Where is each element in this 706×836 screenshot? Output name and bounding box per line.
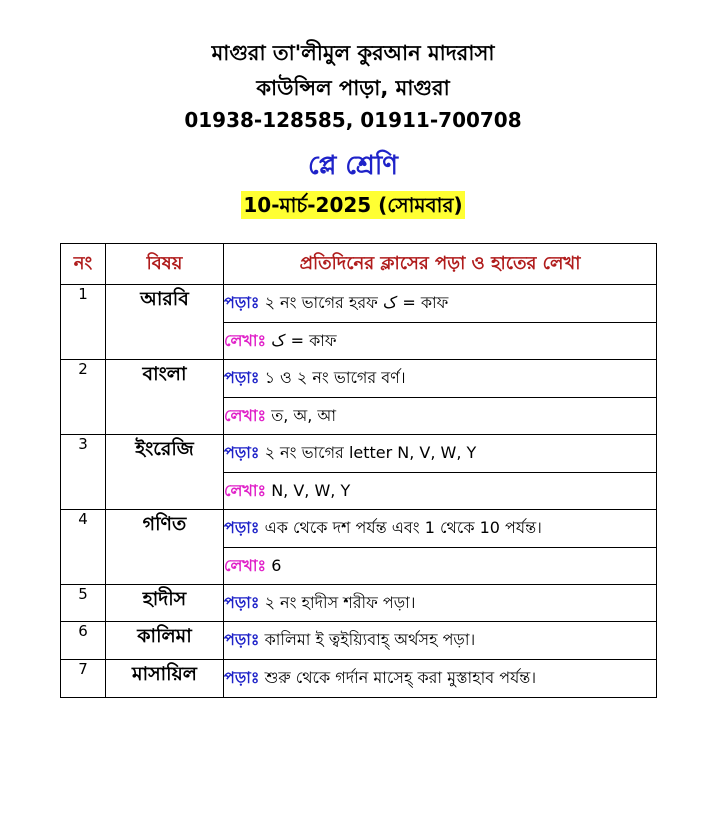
header-subject: বিষয় [106, 244, 224, 285]
read-text: ১ ও ২ নং ভাগের বর্ণ। [264, 368, 406, 387]
date-label: 10-মার্চ-2025 (সোমবার) [243, 193, 463, 217]
subject-name: হাদীস [106, 585, 224, 622]
read-cell [224, 360, 657, 398]
read-cell [224, 585, 657, 622]
read-text: ২ নং হাদীস শরীফ পড়া। [264, 592, 416, 612]
read-text: ২ নং ভাগের হরফ ک = কাফ [264, 293, 449, 312]
read-label: পড়াঃ [224, 368, 260, 387]
table-row [61, 585, 657, 622]
read-cell [224, 622, 657, 660]
write-text: 6 [271, 555, 282, 575]
table-row [61, 360, 657, 398]
row-number: 7 [61, 660, 106, 698]
subject-name: ইংরেজি [106, 435, 224, 510]
read-cell [224, 510, 657, 548]
read-text: এক থেকে দশ পর্যন্ত এবং 1 থেকে 10 পর্যন্ত। [264, 518, 542, 537]
write-label: লেখাঃ [224, 480, 267, 500]
write-text: ত, অ, আ [271, 405, 337, 425]
write-label: লেখাঃ [224, 330, 267, 350]
header-no: নং [61, 244, 106, 285]
write-cell [224, 398, 657, 435]
subject-name: আরবি [106, 285, 224, 360]
subject-name: গণিত [106, 510, 224, 585]
read-text: শুরু থেকে গর্দান মাসেহ্ করা মুস্তাহাব পর্যন্ত। [264, 668, 537, 687]
subject-name: বাংলা [106, 360, 224, 435]
read-label: পড়াঃ [224, 668, 260, 687]
date-line [0, 191, 706, 221]
table-row [61, 285, 657, 323]
table-header-row [61, 244, 657, 285]
read-cell [224, 660, 657, 698]
subject-name: কালিমা [106, 622, 224, 660]
read-label: পড়াঃ [224, 592, 260, 612]
read-cell [224, 435, 657, 473]
row-number: 5 [61, 585, 106, 622]
write-cell [224, 323, 657, 360]
row-number: 1 [61, 285, 106, 360]
row-number: 4 [61, 510, 106, 585]
table-row [61, 660, 657, 698]
row-number: 6 [61, 622, 106, 660]
routine-table [60, 243, 657, 698]
row-number: 3 [61, 435, 106, 510]
institution-name: মাগুরা তা'লীমুল কুরআন মাদরাসা [211, 41, 495, 65]
read-label: পড়াঃ [224, 293, 260, 312]
header-detail: প্রতিদিনের ক্লাসের পড়া ও হাতের লেখা [224, 244, 657, 285]
write-label: লেখাঃ [224, 405, 267, 425]
write-cell [224, 548, 657, 585]
read-label: পড়াঃ [224, 630, 260, 649]
table-row [61, 510, 657, 548]
read-text: ২ নং ভাগের letter N, V, W, Y [264, 443, 477, 462]
read-label: পড়াঃ [224, 443, 260, 462]
write-label: লেখাঃ [224, 555, 267, 575]
contact-phones: 01938-128585, 01911-700708 [184, 108, 522, 132]
subject-name: মাসায়িল [106, 660, 224, 698]
read-cell [224, 285, 657, 323]
write-text: N, V, W, Y [271, 480, 351, 500]
read-label: পড়াঃ [224, 518, 260, 537]
class-title: প্লে শ্রেণি [308, 151, 398, 181]
institution-address: কাউন্সিল পাড়া, মাগুরা [256, 76, 450, 100]
write-cell [224, 473, 657, 510]
write-text: ک = কাফ [271, 330, 337, 350]
table-row [61, 435, 657, 473]
table-row [61, 622, 657, 660]
read-text: কালিমা ই ত্বইয়্যিবাহ্ অর্থসহ পড়া। [264, 630, 476, 649]
row-number: 2 [61, 360, 106, 435]
